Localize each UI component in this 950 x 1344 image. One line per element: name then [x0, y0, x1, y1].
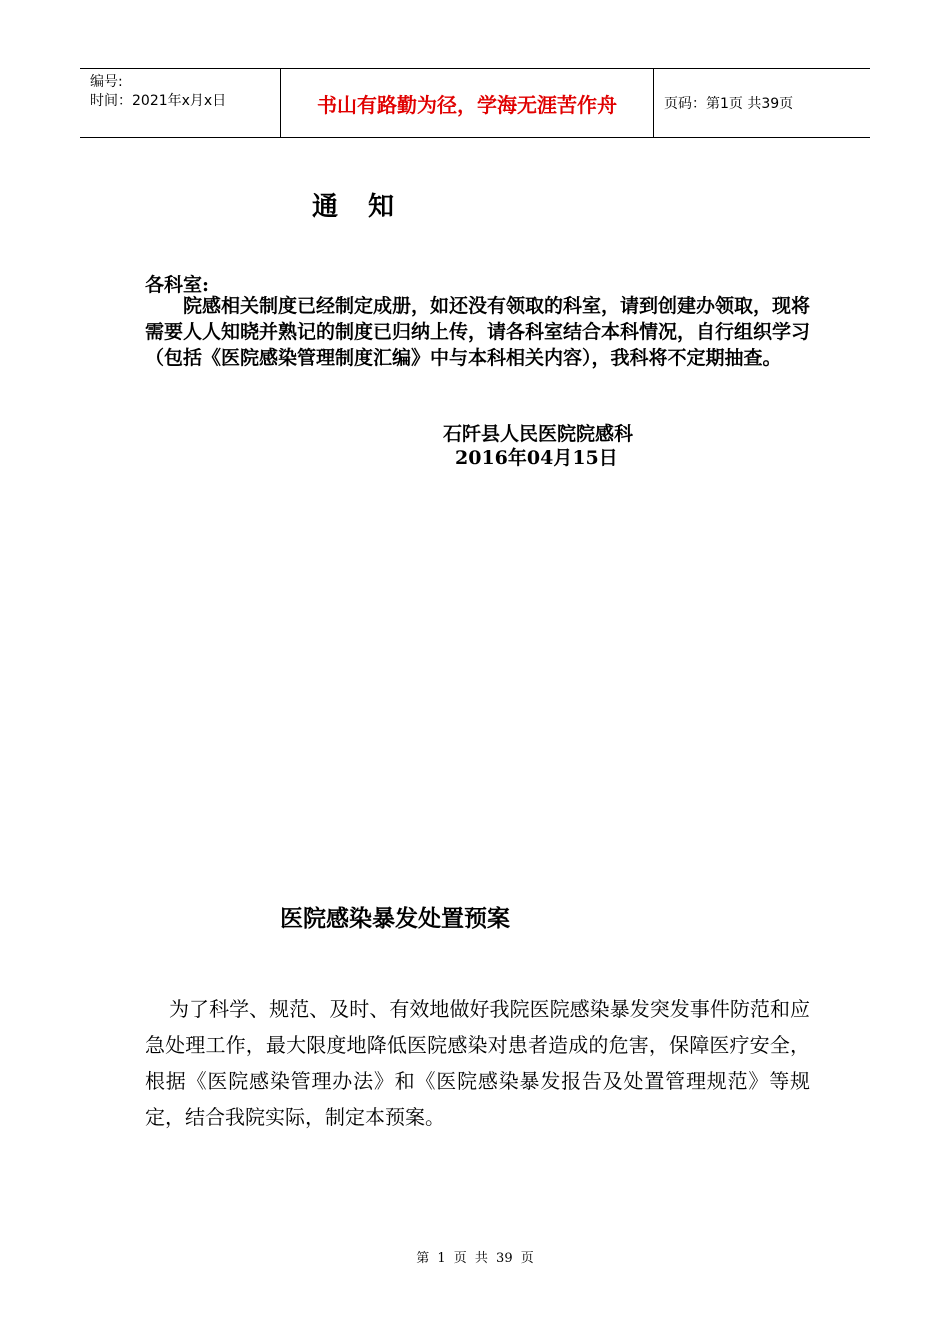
- notice-signer: 石阡县人民医院院感科: [443, 423, 634, 445]
- notice-title: 通知: [312, 192, 425, 222]
- plan-body: 为了科学、规范、及时、有效地做好我院医院感染暴发突发事件防范和应急处理工作，最大限度地降低医院感染对患者造成的危害，保障医疗安全，根据《医院感染管理办法》和《医院感染暴发报告及处置管理规范》等规定，结合我院实际，制定本预案。: [145, 997, 810, 1129]
- header-meta-cell: [80, 69, 280, 137]
- notice-addressee: 各科室:: [145, 274, 210, 296]
- header-page-cell: [654, 69, 870, 137]
- notice-body: 院感相关制度已经制定成册，如还没有领取的科室，请到创建办领取，现将需要人人知晓并熟记的制度已归纳上传，请各科室结合本科情况，自行组织学习（包括《医院感染管理制度汇编》中与本科相关内容），我科将不定期抽查。: [145, 295, 811, 369]
- document-header: [80, 68, 870, 138]
- header-page-number: 页码：第1页 共39页: [664, 96, 794, 112]
- document-number: 编号:: [90, 74, 123, 90]
- header-motto: 书山有路勤为径，学海无涯苦作舟: [317, 92, 617, 117]
- plan-title: 医院感染暴发处置预案: [280, 906, 510, 932]
- header-motto-cell: [280, 69, 654, 137]
- page-footer: 第 1 页 共 39 页: [416, 1251, 534, 1266]
- document-time: 时间：2021年x月x日: [90, 93, 227, 109]
- notice-date: 2016年04月15日: [455, 447, 618, 469]
